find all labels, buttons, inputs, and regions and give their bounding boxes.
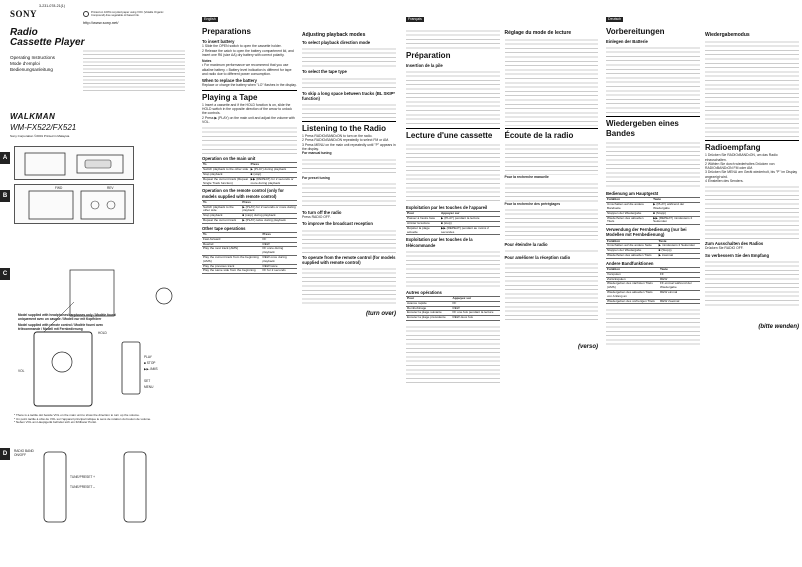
table-header: Pour — [406, 297, 452, 302]
table-cell: FF once during playback — [261, 247, 297, 256]
table-header: Appuyez sur — [452, 297, 500, 302]
table-cell: ▶ (PLAY) for 2 seconds or more during playback — [242, 204, 296, 213]
table-row — [606, 216, 700, 225]
divider — [505, 128, 599, 129]
other-ops-heading: Other tape operations — [202, 225, 246, 231]
model-number: WM-FX522/FX521 — [10, 123, 77, 132]
bl-skip-heading: To skip a long space between tracks (BL SKIP* function) — [302, 90, 395, 101]
table-row — [202, 177, 297, 186]
filler-text — [302, 265, 396, 305]
filler-text — [406, 27, 500, 49]
filler-text — [406, 248, 500, 288]
table-cell: ▶ mindestens 2 Sekunden — [658, 244, 700, 249]
stop-label: ■ STOP — [144, 361, 156, 365]
select-mode-heading: To select playback direction mode — [302, 40, 371, 46]
table-header: Taste — [659, 267, 700, 272]
recherche-manuelle-heading: Pour la recherche manuelle — [504, 175, 549, 180]
cover-column — [0, 0, 194, 567]
table-header: Press — [241, 200, 297, 205]
footnote-de: * Neben VOL am Hauptgerät befindet sich ein fühlbarer Punkt. — [14, 420, 97, 425]
tune-preset-minus-label: TUNE/PRESET – — [70, 485, 95, 489]
table-cell: FF — [261, 237, 297, 242]
table-cell: REW — [659, 277, 700, 282]
filler-text — [705, 38, 799, 138]
op-main-table — [202, 162, 297, 186]
radio-heading: Radioempfang — [705, 143, 761, 153]
table-cell: Stop playback — [202, 173, 250, 178]
divider — [406, 128, 500, 129]
filler-text — [505, 260, 599, 320]
verso-label: (verso) — [577, 344, 598, 351]
table-header: Taste — [652, 198, 700, 203]
cover-footnotes — [14, 414, 190, 425]
table-header: Funktion — [606, 198, 652, 203]
filler-text — [302, 227, 396, 253]
cassette-insert-drawing — [15, 185, 135, 225]
copyright: Sony Corporation ©2001 Printed in Malaysia — [10, 134, 70, 138]
fernbedienung-heading: Verwendung der Fernbedienung (nur bei Modellen mit Fernbedienung) — [606, 227, 687, 238]
table-cell: Repeat the current track (Repeat Single Track function) — [203, 176, 249, 185]
set-label: SET — [144, 379, 151, 383]
recycle-note: Printed on 100% recycled paper using VOC (Volatile Organic Compound)-free vegetable oil based ink. — [91, 11, 164, 18]
table-cell: Avance rapide — [406, 301, 452, 306]
battery-insert-drawing — [15, 147, 135, 181]
insert-battery-heading: To insert battery — [202, 39, 235, 44]
filler-text — [705, 258, 799, 308]
website-url[interactable]: http://www.sony.net/ — [83, 20, 119, 25]
footnote-en: * There is a tactile dot beside VOL on the main unit to show the direction to turn up the volume. — [14, 413, 140, 417]
table-header: To — [202, 233, 261, 238]
table-cell: Umschalten auf die andere Bandseite — [606, 203, 652, 212]
divider — [202, 90, 297, 91]
table-cell: FF — [452, 301, 500, 306]
ff-ams-label: ▶▶ /AMS — [144, 367, 158, 371]
german-haupt-table — [606, 197, 700, 225]
note-headphones: Model supplied with headphones/earphones only / Modèle fourni uniquement avec un casque / Modell nur mit Kopfhörer — [18, 313, 117, 321]
figure-b-label: B — [0, 190, 10, 202]
german-andere-table — [606, 267, 700, 304]
exploit-heading: Exploitation par les touches de l'appareil — [406, 205, 488, 211]
table-cell: Écouter la plage précédente — [406, 316, 452, 321]
table-cell: Wiedergeben des nächsten Titels (AMS) — [606, 282, 659, 291]
french-tab: Français — [408, 17, 422, 21]
verbessern-heading: So verbessern Sie den Empfang — [705, 252, 769, 258]
table-cell: REW — [452, 306, 500, 311]
adjust-heading: Adjusting playback modes — [302, 32, 366, 38]
preparation-heading: Préparation — [406, 51, 451, 60]
radio-step-2: 2 Press RADIO•BAND•ON repeatedly to select FM or AM. — [302, 138, 389, 143]
instr-fr: Mode d'emploi — [10, 61, 40, 66]
insert-heading: Insertion de la pile — [406, 63, 443, 68]
table-cell: Écouter la plage suivante — [406, 311, 452, 316]
fwd-label: FWD — [55, 186, 63, 190]
tape-select-heading: To select the tape type — [302, 69, 347, 75]
table-row — [202, 269, 297, 274]
french-ops-table — [406, 211, 500, 235]
play-step-2: 2 Press ▶ (PLAY) on the main unit and adjust the volume with VOL. — [202, 115, 295, 124]
table-header: Taste — [658, 239, 700, 244]
battery-step-1: 1 Slide the OPEN switch to open the cassette holder. — [202, 44, 282, 49]
play-step-1: 1 Insert a cassette and if the HOLD function is on, slide the HOLD switch in the opposite direction of the arrow to unlock the controls. — [202, 102, 292, 116]
operate-remote-heading: To operate from the remote control (for models supplied with remote control) — [302, 254, 396, 265]
replace-battery-text: Replace or charge the battery when "LO" flashes in the display. — [202, 83, 297, 88]
filler-text — [406, 141, 500, 203]
table-cell: ▶ (PLAY) twice during playback — [241, 219, 297, 224]
filler-text — [606, 44, 700, 114]
listening-heading: Listening to the Radio — [302, 124, 386, 134]
table-cell: Répéter la plage actuelle — [406, 226, 440, 235]
german-radio-step-1: 1 Drücken Sie RADIO•BAND•ON, um das Radio einzuschalten. — [705, 153, 778, 162]
table-cell: Repeat the current track — [202, 219, 241, 224]
footnote-fr: * Un point tactile à côté de VOL sur l'appareil principal indique le sens de rotation du bouton de volume. — [14, 416, 152, 421]
table-cell: Stoppen der Wiedergabe — [606, 249, 658, 254]
instr-de: Bedienungsanleitung — [10, 67, 53, 72]
table-cell: REW deux fois — [452, 316, 500, 321]
wiedergabemodi-heading: Wiedergabemodus — [705, 32, 750, 38]
table-cell: ▶▶ (REPEAT) pendant au moins 2 secondes — [440, 226, 499, 235]
radio-step-3: 3 Press MENU on the main unit repeatedly until "P" appears in the display. — [302, 142, 396, 151]
german-fern-table — [606, 239, 700, 259]
divider — [606, 116, 700, 117]
figure-c-main-unit — [14, 262, 189, 412]
cover-intro — [83, 48, 185, 94]
french-autres-table — [406, 296, 500, 321]
radio-step-1: 1 Press RADIO•BAND•ON to turn on the radio. — [302, 134, 373, 139]
table-header: Funktion — [606, 239, 658, 244]
filler-text — [302, 156, 396, 176]
table-cell: FF — [659, 272, 700, 277]
vol-label: VOL — [18, 369, 25, 373]
playing-heading: Playing a Tape — [202, 92, 258, 102]
filler-text — [505, 180, 599, 202]
table-cell: FF einmal während der Wiedergabe — [659, 282, 700, 291]
filler-text — [302, 101, 396, 119]
preparations-heading: Preparations — [202, 27, 251, 36]
table-cell: Vorspulen — [606, 272, 659, 277]
table-cell: ▶ (PLAY) pendant la lecture — [440, 217, 499, 222]
play-label: PLAY — [144, 355, 152, 359]
radio-band-label: RADIO BAND ON/OFF — [14, 449, 34, 457]
sony-logo: SONY — [10, 9, 38, 19]
table-cell: Switch playback to the other side — [203, 167, 249, 172]
table-cell: Play the previous track — [202, 264, 261, 269]
recycle-icon — [83, 11, 89, 17]
table-cell: Play the next track (AMS) — [202, 247, 261, 256]
filler-text — [606, 306, 700, 346]
table-header: Funktion — [606, 267, 659, 272]
wiedergabe-heading: Wiedergeben eines Bandes — [606, 119, 679, 139]
filler-text — [406, 68, 500, 126]
reglage-heading: Réglage du mode de lecture — [504, 30, 572, 36]
title-radio: Radio — [10, 27, 38, 38]
table-cell: Wiederholen des aktuellen Titels — [606, 216, 652, 225]
turn-off-text: Press RADIO OFF. — [302, 215, 331, 219]
op-remote-table — [202, 200, 297, 224]
table-cell: Wiedergeben des vorherigen Titels — [606, 299, 659, 304]
table-row — [406, 316, 500, 321]
french-column — [404, 0, 600, 567]
exploit-remote-heading: Exploitation par les touches de la télécommande — [406, 237, 473, 248]
divider — [705, 140, 799, 141]
english-column — [200, 0, 400, 567]
table-cell: Stop playback — [202, 214, 241, 219]
filler-text — [302, 75, 396, 89]
filler-text — [505, 247, 599, 253]
improve-heading: To improve the broadcast reception — [302, 221, 373, 227]
figure-d-label: D — [0, 448, 10, 460]
recherche-preset-heading: Pour la recherche des préréglages — [504, 201, 561, 206]
table-cell: Passer à l'autre face — [406, 217, 440, 222]
table-row — [202, 219, 297, 224]
german-radio-step-3: 3 Drücken Sie MENU am Gerät wiederholt, bis "P" im Display angezeigt wird. — [705, 170, 798, 179]
table-cell: Play the same side from the beginning — [202, 269, 261, 274]
table-row — [202, 256, 297, 265]
table-cell: Umschalten auf die andere Seite — [606, 244, 658, 249]
note-remote: Model supplied with remote control / Modèle fourni avec télécommande / Modell mit Fernbedienung — [18, 323, 104, 331]
op-remote-heading: Operation on the remote control (only for models supplied with remote control) — [202, 188, 284, 199]
ecoute-heading: Écoute de la radio — [504, 131, 574, 141]
table-cell: Zurückspulen — [606, 277, 659, 282]
part-code: 3-231-078-21(1) — [39, 4, 65, 8]
english-tab: English — [204, 17, 216, 21]
table-cell: ▶▶ (REPEAT) mindestens 2 Sekunden — [652, 216, 700, 225]
table-cell: ▶ (PLAY) during playback — [250, 168, 297, 173]
table-row — [606, 290, 700, 299]
vorbereitungen-heading: Vorbereitungen — [606, 27, 665, 36]
table-cell: Stoppen der Wiedergabe — [606, 211, 652, 216]
autres-heading: Autres opérations — [406, 289, 442, 295]
german-tab: Deutsch — [608, 17, 622, 21]
filler-text — [505, 36, 599, 126]
replace-battery-heading: When to replace the battery — [202, 78, 257, 84]
table-cell: Wiederholen des aktuellen Titels — [606, 253, 658, 258]
rev-label: REV — [107, 186, 114, 190]
filler-text — [606, 139, 700, 189]
menu-label: MENU — [144, 385, 154, 389]
table-cell: FF for 2 seconds — [261, 269, 297, 274]
table-header: To — [202, 200, 241, 205]
table-header: Pour — [406, 212, 440, 217]
hold-label: HOLD — [98, 331, 107, 335]
table-cell: Rewind — [202, 242, 261, 247]
title-cassette: Cassette Player — [10, 37, 85, 48]
table-cell: REW twice — [261, 264, 297, 269]
notes-text: • For maximum performance we recommend that you use alkaline battery. • Battery level indication is different for tape and radio due to different power consumption. — [202, 63, 292, 76]
remote-drawing — [14, 446, 189, 542]
turn-over-label: (turn over) — [366, 310, 396, 317]
table-row — [406, 226, 500, 235]
table-cell: REW einmal — [659, 290, 700, 299]
bitte-wenden-label: (bitte wenden) — [758, 323, 799, 330]
filler-text — [302, 180, 396, 208]
table-cell: ■ (Stopp) — [658, 249, 700, 254]
notes-label: Notes — [202, 59, 212, 64]
walkman-logo: WALKMAN — [10, 112, 56, 121]
table-cell: ■ (stop) — [250, 173, 297, 178]
lecture-heading: Lecture d'une cassette — [406, 131, 493, 141]
filler-text — [505, 141, 599, 175]
table-cell: Play the current track from the beginning (AMS) — [202, 256, 261, 265]
table-cell: REW once during playback — [261, 256, 297, 265]
table-cell: Arrêter la lecture — [406, 222, 440, 227]
filler-text — [705, 183, 799, 239]
other-ops-table — [202, 232, 297, 274]
filler-text — [302, 45, 396, 67]
table-cell: Wiedergeben des aktuellen Titels von Anfang an — [606, 290, 659, 299]
turn-off-heading: To turn off the radio — [302, 209, 342, 215]
filler-text — [406, 323, 500, 383]
preset-tuning-heading: For preset tuning — [302, 175, 330, 180]
table-cell: REW — [261, 242, 297, 247]
figure-b-cassette — [14, 184, 134, 224]
table-row — [606, 299, 700, 304]
manual-tuning-heading: For manual tuning — [302, 151, 332, 156]
filler-text — [505, 206, 599, 240]
figure-d-remote — [14, 446, 189, 542]
table-cell: Fast-forward — [202, 237, 261, 242]
table-cell: REW zweimal — [659, 299, 700, 304]
table-cell: Rembobinage — [406, 306, 452, 311]
instr-en: Operating Instructions — [10, 55, 55, 60]
hauptgeraet-heading: Bedienung am Hauptgerät — [606, 191, 659, 197]
battery-step-2: 2 Release the catch to open the battery compartment lid, and insert one R6 (size AA) dry battery with correct polarity. — [202, 48, 294, 57]
table-row — [606, 253, 700, 258]
table-cell: ▶ (PLAY) während der Wiedergabe — [652, 203, 700, 212]
andere-heading: Andere Bandfunktionen — [606, 260, 654, 266]
table-cell: ■ (Stopp) — [652, 211, 700, 216]
figure-c-label: C — [0, 268, 10, 280]
tune-preset-plus-label: TUNE/PRESET + — [70, 475, 96, 479]
figure-a-battery — [14, 146, 134, 180]
figure-a-label: A — [0, 152, 10, 164]
table-header: To — [202, 163, 250, 168]
table-cell: Switch playback to the other side — [202, 205, 241, 214]
table-cell: ▶▶ (REPEAT) for 2 seconds or more during playback — [250, 177, 297, 186]
table-cell: ▶ zweimal — [658, 253, 700, 258]
einlegen-heading: Einlegen der Batterie — [606, 39, 648, 44]
table-header: Appuyez sur — [440, 212, 499, 217]
main-unit-drawing — [14, 262, 189, 412]
table-cell: FF une fois pendant la lecture — [452, 311, 500, 316]
table-header: Press — [261, 233, 297, 238]
german-column — [604, 0, 802, 567]
ausschalten-heading: Zum Ausschalten des Radios — [705, 241, 764, 247]
ameliorer-heading: Pour améliorer la réception radio — [504, 255, 571, 260]
divider — [302, 121, 396, 122]
filler-text — [202, 124, 297, 154]
table-header: Press — [250, 163, 297, 168]
table-cell: ■ (stop) — [440, 222, 499, 227]
eteindre-heading: Pour éteindre la radio — [504, 241, 548, 247]
german-radio-step-2: 2 Wählen Sie durch wiederholtes Drücken von RADIO•BAND•ON FM oder AM. — [705, 161, 775, 171]
op-main-heading: Operation on the main unit — [202, 156, 256, 162]
table-cell: ■ (stop) during playback — [241, 214, 297, 219]
table-row — [606, 203, 700, 212]
ausschalten-text: Drücken Sie RADIO OFF. — [705, 246, 744, 251]
german-radio-step-4: 4 Einstellen des Senders. — [705, 178, 744, 183]
